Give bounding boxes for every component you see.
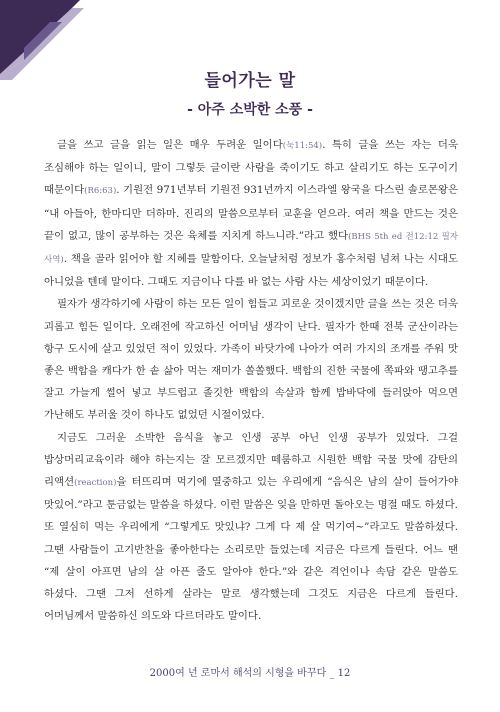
header — [0, 66, 500, 119]
page-title: 들어가는 말 — [204, 71, 296, 91]
paragraph-1-part-2: . 특히 글을 쓰는 자는 더욱 조심해야 하는 일이니, 말이 그렇듯 글이란 사람을 죽이기도 하고 살리기도 하는 도구이기 때문이다 — [44, 139, 458, 197]
body-text — [44, 134, 458, 627]
scripture-reference: (R6:63) — [84, 186, 117, 197]
paragraph-1-part-1: 글을 쓰고 글을 읽는 일은 매우 두려운 일이다 — [57, 139, 283, 151]
scripture-reference: (눅11:54) — [282, 141, 323, 151]
page-subtitle: - 아주 소박한 소풍 - — [187, 102, 313, 118]
paragraph-3-part-2: 을 터뜨리며 먹기에 열중하고 있는 우리에게 “음식은 남의 살이 들어가야 맛있어.”라고 툰금없는 말씀을 하셨다. 이런 말씀은 잊을 만하면 돌아오는 명절 때도 하셨다. 또 열심히 먹는 우리에게 “그렇게도 맛있냐? 그게 다 제 살 먹기여~”라고도 말씀하셨다. 그땐 사람들이 고기반찬을 좋아한다는 소리로만 들었는데 지금은 다르게 들린다. 어느 땐 “제 살이 아프면 남의 살 아픈 줄도 알아야 한다.”와 같은 격언이나 속담 같은 말씀도 하셨다. 그땐 그저 선하게 살라는 말로 생각했는데 그것도 지금은 다르게 들린다. 어머님께서 말씀하신 의도와 다르더라도 말이다. — [44, 476, 458, 623]
english-gloss: (reaction) — [74, 478, 117, 489]
scripture-reference: (BHS 5th ed 전12:12 필자 사역) — [44, 231, 458, 266]
paragraph-1 — [44, 134, 458, 293]
paragraph-3 — [44, 427, 458, 628]
paragraph-2: 필자가 생각하기에 사람이 하는 모든 일이 힘들고 괴로운 것이겠지만 글을 쓰는 것은 더욱 괴롭고 힘든 일이다. 오래전에 작고하신 어머님 생각이 난다. 필자가 한때 전북 군산이라는 항구 도시에 살고 있었던 적이 있었다. 가족이 바닷가에 나아가 여러 가지의 조개를 주워 맛 좋은 백합을 캐다가 한 솥 삶아 먹는 재미가 쏠쏠했다. 백합의 진한 국물에 쪽파와 땡고추를 잘고 가늘게 썰어 넣고 부드럽고 졸깃한 백합의 속살과 함께 밥바닥에 들러앉아 먹으면 가난해도 부러울 것이 하나도 없었던 시절이었다. — [44, 298, 458, 422]
paragraph-1-part-3: . 기원전 971년부터 기원전 931년까지 이스라엘 왕국을 다스린 솔로몬왕은 “내 아들아, 한마디만 더하마. 진리의 말씀으로부터 교훈을 얻으라. 여러 책을 만드는 것은 끝이 없고, 많이 공부하는 것은 육체를 지치게 하느니라.”라고 했다 — [44, 184, 458, 242]
paragraph-3-part-1: 지금도 그러운 소박한 음식을 놓고 인생 공부 아닌 인생 공부가 있었다. 그걸 밥상머리교육이라 해야 하는지는 잘 모르겠지만 떼룸하고 시원한 백합 국물 맛에 감탄의 리액션 — [44, 431, 458, 489]
paragraph-1-part-4: . 책을 골라 읽어야 할 지혜를 말함이다. 오늘날처럼 정보가 홍수처럼 넘쳐 나는 시대도 아니었을 텐데 말이다. 그때도 지금이나 다를 바 없는 사람 사는 세상이었기 때문이다. — [44, 253, 458, 289]
page-footer: 2000여 년 로마서 해석의 시형을 바꾸다 _ 12 — [149, 668, 351, 679]
